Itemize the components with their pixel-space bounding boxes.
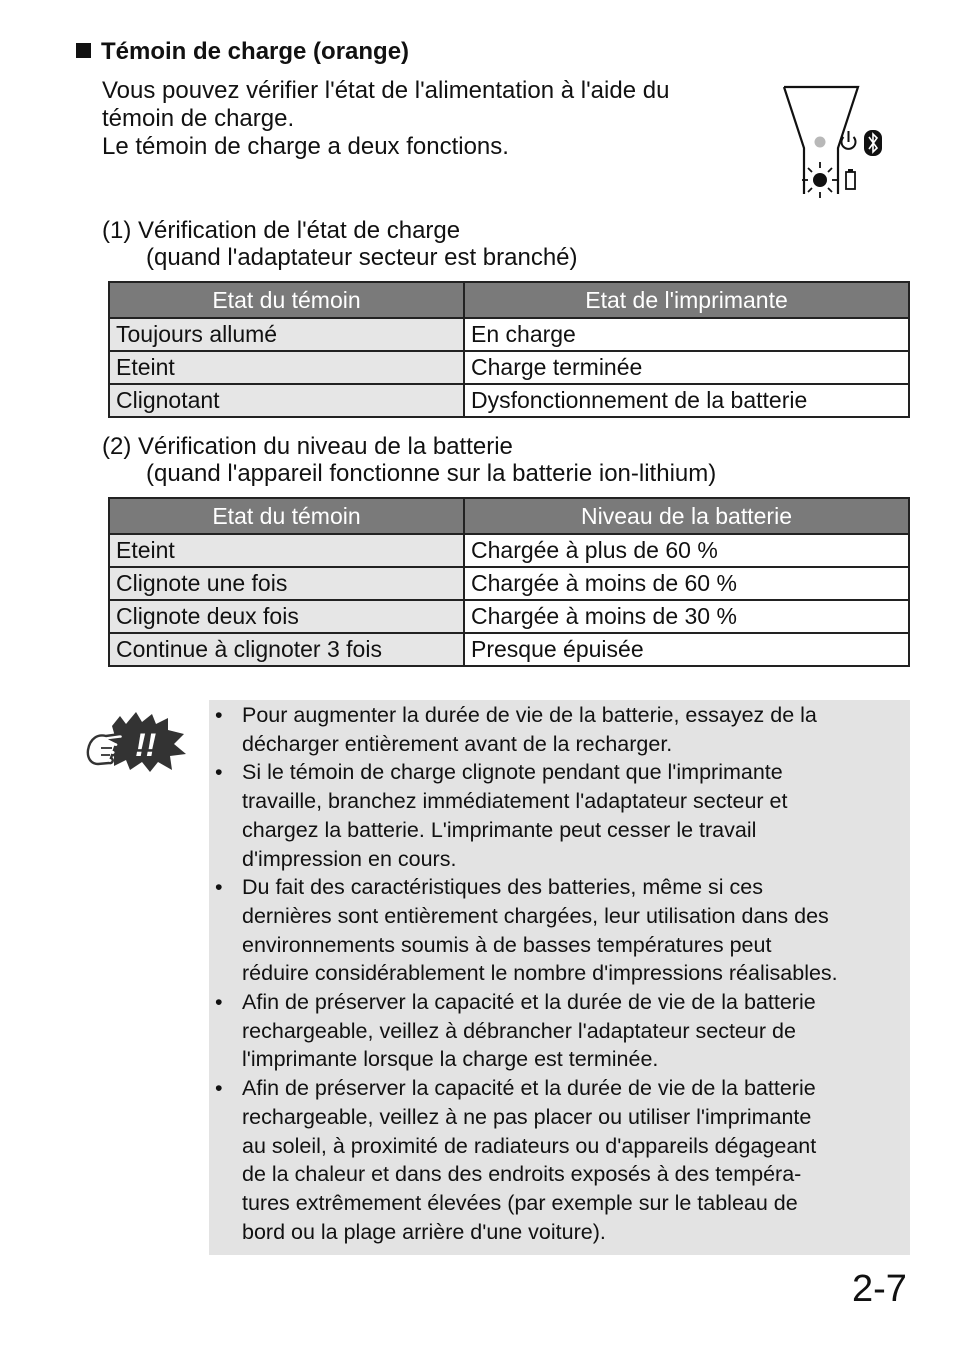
bluetooth-icon bbox=[864, 130, 882, 156]
section1-title bbox=[102, 217, 578, 271]
led-state-cell: Clignote deux fois bbox=[109, 600, 464, 633]
charge-led-figure bbox=[778, 84, 890, 200]
note-line: Si le témoin de charge clignote pendant que l'imprimante bbox=[242, 760, 783, 785]
column-header: Etat du témoin bbox=[109, 282, 464, 318]
note-line: Afin de préserver la capacité et la durée de vie de la batterie bbox=[242, 990, 816, 1015]
battery-level-table bbox=[108, 497, 910, 667]
list-item bbox=[209, 758, 910, 873]
note-line: réduire considérablement le nombre d'impressions réalisables. bbox=[242, 961, 838, 986]
note-line: environnements soumis à de basses températures peut bbox=[242, 932, 772, 957]
heading-text: Témoin de charge (orange) bbox=[101, 38, 410, 65]
bullet: • bbox=[215, 703, 223, 727]
bullet: • bbox=[215, 1076, 223, 1101]
note-line: décharger entièrement avant de la recharger. bbox=[242, 731, 673, 756]
page-number: 2-7 bbox=[852, 1268, 907, 1310]
note-line: Du fait des caractéristiques des batteries, même si ces bbox=[242, 875, 763, 900]
notes-box bbox=[209, 700, 910, 1255]
svg-text:!!: !! bbox=[135, 727, 157, 763]
section1-title-line: (1) Vérification de l'état de charge bbox=[102, 217, 461, 244]
battery-level-cell: Chargée à moins de 30 % bbox=[464, 600, 909, 633]
note-line: Pour augmenter la durée de vie de la batterie, essayez de la bbox=[242, 703, 817, 727]
table-row bbox=[109, 351, 909, 384]
column-header: Niveau de la batterie bbox=[464, 498, 909, 534]
note-line: Afin de préserver la capacité et la durée de vie de la batterie bbox=[242, 1076, 816, 1101]
led-state-cell: Clignote une fois bbox=[109, 567, 464, 600]
table-header-row bbox=[109, 498, 909, 534]
list-item bbox=[209, 701, 910, 758]
note-line: tures extrêmement élevées (par exemple sur le tableau de bbox=[242, 1190, 798, 1215]
led-state-cell: Clignotant bbox=[109, 384, 464, 417]
bullet: • bbox=[215, 875, 223, 900]
note-line: rechargeable, veillez à ne pas placer ou utiliser l'imprimante bbox=[242, 1104, 812, 1129]
charge-led-blinking-icon bbox=[802, 162, 838, 198]
table-row bbox=[109, 384, 909, 417]
bullet: • bbox=[215, 990, 223, 1015]
intro-line: témoin de charge. bbox=[102, 105, 295, 132]
table-row bbox=[109, 534, 909, 567]
bullet: • bbox=[215, 760, 223, 785]
table-row bbox=[109, 567, 909, 600]
intro-line: Le témoin de charge a deux fonctions. bbox=[102, 133, 509, 160]
led-state-cell: Toujours allumé bbox=[109, 318, 464, 351]
column-header: Etat du témoin bbox=[109, 498, 464, 534]
led-state-cell: Eteint bbox=[109, 351, 464, 384]
square-bullet-icon bbox=[76, 43, 91, 58]
intro-line: Vous pouvez vérifier l'état de l'alimentation à l'aide du bbox=[102, 77, 670, 104]
list-item bbox=[209, 873, 910, 988]
note-line: dernières sont entièrement chargées, leur utilisation dans des bbox=[242, 903, 829, 928]
battery-level-cell: Chargée à plus de 60 % bbox=[464, 534, 909, 567]
section1-subtitle-line: (quand l'adaptateur secteur est branché) bbox=[146, 244, 578, 271]
note-line: de la chaleur et dans des endroits exposés à des tempéra- bbox=[242, 1162, 802, 1187]
led-state-cell: Eteint bbox=[109, 534, 464, 567]
column-header: Etat de l'imprimante bbox=[464, 282, 909, 318]
battery-icon bbox=[846, 169, 855, 189]
charge-status-table bbox=[108, 281, 910, 418]
note-line: travaille, branchez immédiatement l'adaptateur secteur et bbox=[242, 789, 788, 814]
section2-subtitle-line: (quand l'appareil fonctionne sur la batterie ion-lithium) bbox=[146, 460, 717, 487]
note-line: bord ou la plage arrière d'une voiture). bbox=[242, 1219, 606, 1244]
note-line: au soleil, à proximité de radiateurs ou d'appareils dégageant bbox=[242, 1133, 817, 1158]
note-line: d'impression en cours. bbox=[242, 846, 457, 871]
table-header-row bbox=[109, 282, 909, 318]
intro-paragraph bbox=[102, 77, 762, 161]
battery-level-cell: Chargée à moins de 60 % bbox=[464, 567, 909, 600]
important-note-icon bbox=[84, 710, 190, 774]
note-line: chargez la batterie. L'imprimante peut cesser le travail bbox=[242, 817, 757, 842]
list-item bbox=[209, 1074, 910, 1246]
section2-title-line: (2) Vérification du niveau de la batterie bbox=[102, 433, 513, 460]
printer-state-cell: Charge terminée bbox=[464, 351, 909, 384]
printer-state-cell: Dysfonctionnement de la batterie bbox=[464, 384, 909, 417]
table-row bbox=[109, 600, 909, 633]
note-line: l'imprimante lorsque la charge est terminée. bbox=[242, 1047, 659, 1072]
list-item bbox=[209, 988, 910, 1074]
table-row bbox=[109, 633, 909, 666]
battery-level-cell: Presque épuisée bbox=[464, 633, 909, 666]
section-heading bbox=[76, 38, 409, 66]
notes-list bbox=[209, 701, 910, 1246]
table-row bbox=[109, 318, 909, 351]
note-line: rechargeable, veillez à débrancher l'adaptateur secteur de bbox=[242, 1018, 796, 1043]
led-state-cell: Continue à clignoter 3 fois bbox=[109, 633, 464, 666]
section2-title bbox=[102, 433, 716, 487]
printer-state-cell: En charge bbox=[464, 318, 909, 351]
